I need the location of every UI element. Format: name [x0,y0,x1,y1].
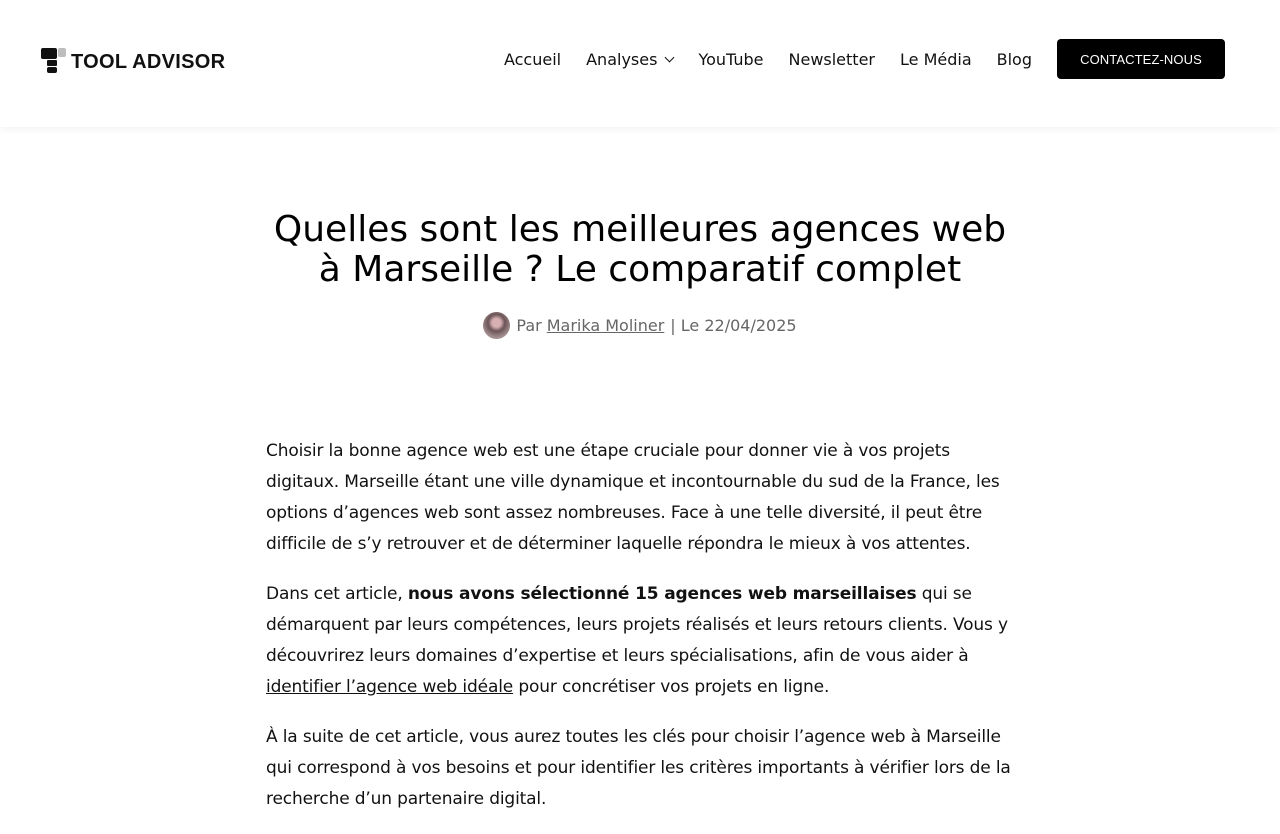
contact-button[interactable]: CONTACTEZ-NOUS [1057,39,1225,79]
author-link[interactable]: Marika Moliner [546,316,665,335]
author-avatar [483,312,510,339]
title-line-2: à Marseille ? Le comparatif complet [318,249,962,290]
intro-paragraph-2 [266,579,1016,703]
nav-accueil[interactable]: Accueil [503,49,562,69]
nav-newsletter[interactable]: Newsletter [788,49,875,69]
nav-blog[interactable]: Blog [996,49,1032,69]
intro-paragraph-1: Choisir la bonne agence web est une étape cruciale pour donner vie à vos projets digitaux. Marseille étant une ville dynamique et incontournable du sud de la France, les options d’agences web sont assez nombreuses. Face à une telle diversité, il peut être difficile de s’y retrouver et de déterminer laquelle répondra le mieux à vos attentes. [266,441,1000,554]
title-line-1: Quelles sont les meilleures agences web [273,209,1007,250]
p2-text-start: Dans cet article, [266,584,408,604]
p2-text-middle: qui se démarquent par leurs compétences, leurs projets réalisés et leurs retours clients. Vous y découvrirez leurs domaines d’expertise et leurs spécialisations, afin de vous aider à [266,584,1008,666]
site-logo[interactable] [40,47,225,74]
p2-bold-text: nous avons sélectionné 15 agences web marseillaises [407,584,917,604]
nav-analyses-label: Analyses [586,49,658,69]
logo-text: TOOL ADVISOR [71,50,226,73]
identifier-agence-link[interactable]: identifier l’agence web idéale [266,677,514,697]
site-header [0,0,1280,127]
nav-le-media[interactable]: Le Média [900,49,972,69]
by-label: Par [516,316,542,335]
date-prefix: Le [680,316,700,335]
publish-date: 22/04/2025 [704,316,797,335]
intro-paragraph-3: À la suite de cet article, vous aurez toutes les clés pour choisir l’agence web à Marseille qui correspond à vos besoins et pour identifier les critères importants à vérifier lors de la recherche d’un partenaire digital. [266,727,1011,809]
meta-separator: | [670,316,676,335]
main-nav [504,39,1225,79]
article-meta [0,312,1280,339]
article-title [0,210,1280,290]
chevron-down-icon [665,52,675,62]
nav-analyses[interactable] [586,50,673,69]
nav-youtube[interactable]: YouTube [698,49,764,69]
logo-icon [40,47,68,74]
article-content [266,436,1016,834]
p2-text-end: pour concrétiser vos projets en ligne. [513,677,830,697]
